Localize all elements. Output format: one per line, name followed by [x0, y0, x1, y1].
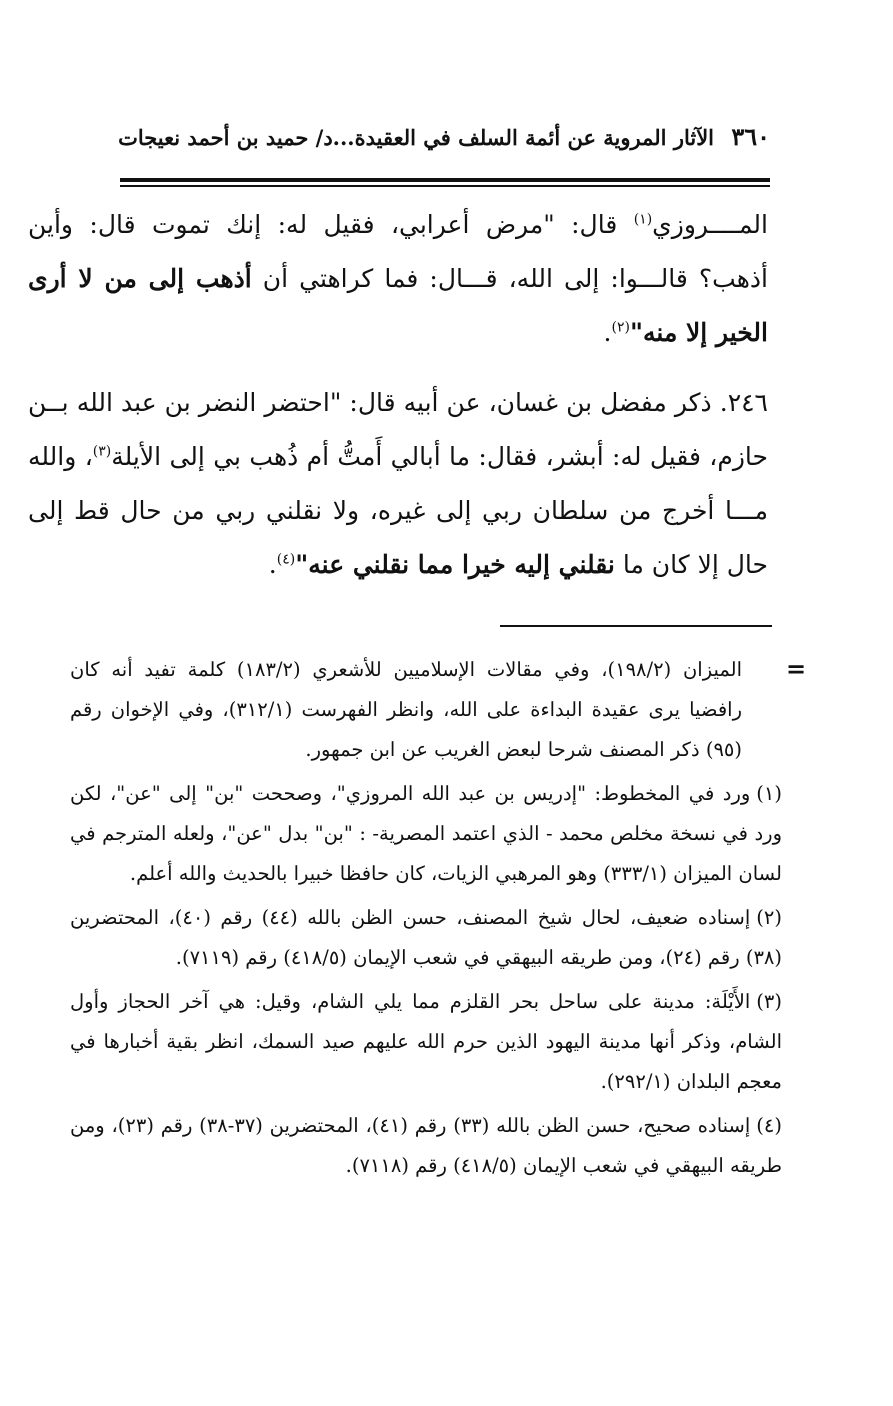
footnote-text: الأَيْلَة: مدينة على ساحل بحر القلزم مما يلي الشام، وقيل: هي آخر الحجاز وأول الشام، وذكر أنها مدينة اليهود الذين حرم الله عليهم صيد السمك، انظر بقية أخبارها في معجم البلدان (٢٩٢/١).: [70, 990, 782, 1093]
footnote-number: (١): [756, 782, 782, 805]
text-run: ٢٤٦. ذكر مفضل بن غسان، عن أبيه قال: "احتضر النضر بن عبد الله بــن حازم، فقيل له: أبشر، فقال: ما أبالي أَمتُّ أم ذُهب بي إلى الأيلة: [28, 388, 768, 471]
footnote-text: إسناده ضعيف، لحال شيخ المصنف، حسن الظن بالله (٤٤) رقم (٤٠)، المحتضرين (٣٨) رقم (٢٤)، ومن طريقه البيهقي في شعب الإيمان (٤١٨/٥) رقم (٧١١٩).: [70, 906, 782, 969]
footnote-ref: (٣): [92, 443, 112, 460]
footnote-continuation: الميزان (١٩٨/٢)، وفي مقالات الإسلاميين للأشعري (١٨٣/٢) كلمة تفيد أنه كان رافضيا يرى عقيدة البداءة على الله، وانظر الفهرست (٣١٢/١)، وفي الإخوان رقم (٩٥) ذكر المصنف شرحا لبعض الغريب عن ابن جمهور.: [70, 658, 742, 761]
bold-phrase: نقلني إليه خيرا مما نقلني عنه: [308, 550, 615, 579]
header-rule-thick: [120, 178, 770, 182]
footnote-number: (٣): [756, 990, 782, 1013]
running-title: الآثار المروية عن أئمة السلف في العقيدة...د/ حميد بن أحمد نعيجات: [118, 125, 715, 150]
text-run: ": [295, 550, 309, 579]
footnote-ref: (٢): [611, 319, 630, 336]
footnote-text: ورد في المخطوط: "إدريس بن عبد الله المروزي"، وصححت "بن" إلى "عن"، لكن ورد في نسخة مخلص محمد - الذي اعتمد المصرية- : "بن" بدل "عن"، ولعله المترجم في لسان الميزان (٣٣٣/١) وهو المرهبي الزيات، كان حافظا خبيرا بالحديث والله أعلم.: [70, 782, 782, 885]
footnote-ref: (٤): [276, 551, 296, 568]
footnote-separator: [500, 625, 772, 627]
footnotes: [70, 650, 782, 1190]
footnote-number: (٤): [756, 1114, 782, 1137]
text-run: قال: "مرض أعرابي، فقيل له: إنك تموت قال: وأين أذهب؟ قالـــوا: إلى الله، قـــال: فما كراهتي أن: [28, 210, 768, 293]
footnote-4: [70, 1106, 782, 1186]
text-run: ، والله مـــا أخرج من سلطان ربي إلى غيره، ولا نقلني ربي من حال قط إلى حال إلا كان ما: [28, 442, 768, 579]
text-run: ": [629, 318, 643, 347]
bold-phrase: أذهب إلى من لا أرى الخير إلا منه: [28, 264, 768, 347]
text-run: .: [268, 550, 277, 579]
footnote-number: (٢): [756, 906, 782, 929]
footnote-3: [70, 982, 782, 1102]
main-text: [28, 198, 768, 608]
footnote-2: [70, 898, 782, 978]
paragraph-1: [28, 198, 768, 360]
text-run: المــــروزي: [652, 210, 768, 239]
text-run: .: [603, 318, 612, 347]
footnote-ref: (١): [633, 211, 653, 228]
paragraph-2: [28, 376, 768, 592]
page-number: ٣٦٠: [731, 122, 770, 151]
continuation-mark: =: [786, 654, 807, 683]
footnote-1: [70, 774, 782, 894]
header-rule-thin: [120, 185, 770, 187]
footnote-text: إسناده صحيح، حسن الظن بالله (٣٣) رقم (٤١)، المحتضرين (٣٧-٣٨) رقم (٢٣)، ومن طريقه البيهقي في شعب الإيمان (٤١٨/٥) رقم (٧١١٨).: [70, 1114, 782, 1177]
running-header: [120, 122, 770, 172]
